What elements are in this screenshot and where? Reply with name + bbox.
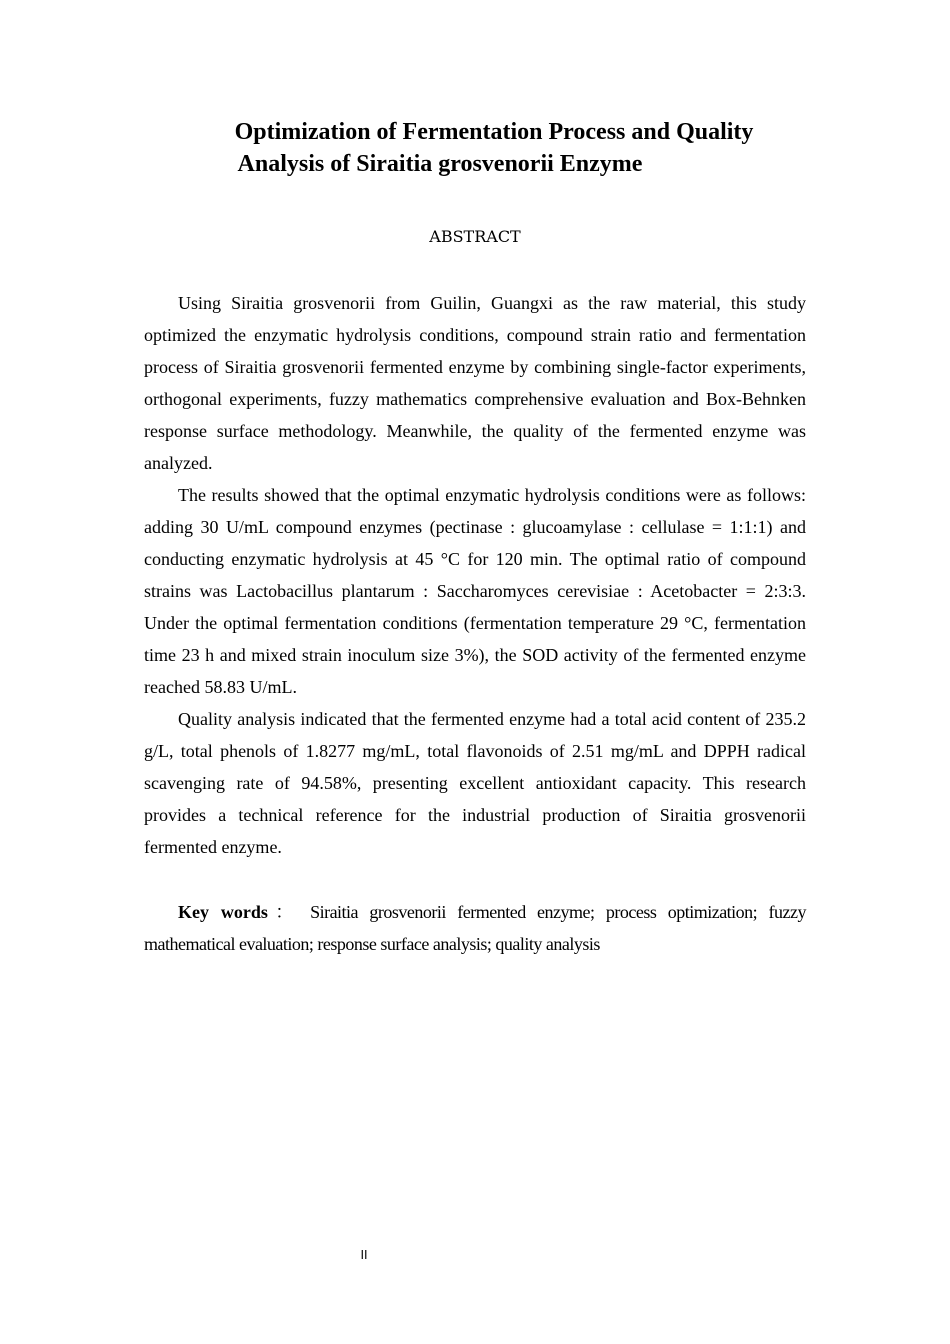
keywords-block	[144, 896, 806, 960]
abstract-heading: ABSTRACT	[429, 227, 521, 246]
abstract-paragraph-1: Using Siraitia grosvenorii from Guilin, Guangxi as the raw material, this study optimized the enzymatic hydrolysis conditions, compound strain ratio and fermentation process of Siraitia grosvenorii fermented enzyme by combining single-factor experiments, orthogonal experiments, fuzzy mathematics comprehensive evaluation and Box-Behnken response surface methodology. Meanwhile, the quality of the fermented enzyme was analyzed.	[144, 293, 806, 473]
keywords-text: Siraitia grosvenorii fermented enzyme; process optimization; fuzzy mathematical evaluation; response surface analysis; quality analysis	[144, 902, 807, 954]
document-title	[144, 116, 844, 180]
abstract-body	[144, 287, 806, 863]
abstract-paragraph-3: Quality analysis indicated that the fermented enzyme had a total acid content of 235.2 g/L, total phenols of 1.8277 mg/mL, total flavonoids of 2.51 mg/mL and DPPH radical scavenging rate of 94.58%, presenting excellent antioxidant capacity. This research provides a technical reference for the industrial production of Siraitia grosvenorii fermented enzyme.	[144, 709, 806, 857]
title-line-2: Analysis of Siraitia grosvenorii Enzyme	[237, 151, 643, 177]
abstract-paragraph-2: The results showed that the optimal enzymatic hydrolysis conditions were as follows: adding 30 U/mL compound enzymes (pectinase : glucoamylase : cellulase = 1:1:1) and conducting enzymatic hydrolysis at 45 °C for 120 min. The optimal ratio of compound strains was Lactobacillus plantarum : Saccharomyces cerevisiae : Acetobacter = 2:3:3. Under the optimal fermentation conditions (fermentation temperature 29 °C, fermentation time 23 h and mixed strain inoculum size 3%), the SOD activity of the fermented enzyme reached 58.83 U/mL.	[144, 485, 806, 697]
keywords-label: Key words	[178, 902, 268, 922]
page-number: II	[360, 1248, 368, 1262]
keywords-separator: ：	[267, 902, 301, 922]
title-line-1: Optimization of Fermentation Process and Quality	[234, 119, 754, 145]
